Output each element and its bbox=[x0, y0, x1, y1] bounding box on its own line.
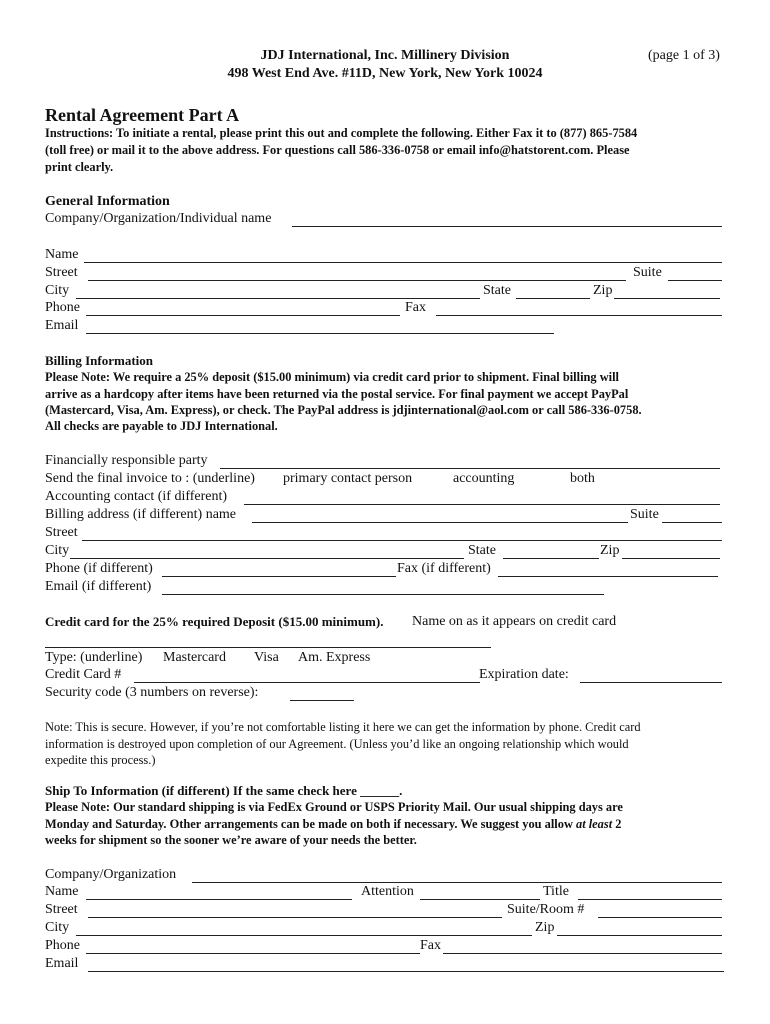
billing-zip-field[interactable] bbox=[622, 558, 720, 559]
ship-city-field[interactable] bbox=[76, 935, 532, 936]
name-field[interactable] bbox=[84, 262, 722, 263]
ship-note-part: 2 bbox=[612, 817, 622, 831]
ship-street-label: Street bbox=[45, 902, 78, 917]
ship-suite-label: Suite/Room # bbox=[507, 902, 585, 917]
send-invoice-label: Send the final invoice to : (underline) bbox=[45, 471, 255, 486]
card-type-label: Type: (underline) bbox=[45, 650, 143, 665]
billing-city-label: City bbox=[45, 543, 70, 558]
ship-name-label: Name bbox=[45, 884, 79, 899]
street-label: Street bbox=[45, 265, 78, 280]
instructions-line: (toll free) or mail it to the above address. For questions call 586-336-0758 or email info@hatstorent.com. Please bbox=[45, 143, 630, 157]
ship-zip-field[interactable] bbox=[557, 935, 722, 936]
street-field[interactable] bbox=[88, 280, 626, 281]
name-label: Name bbox=[45, 247, 79, 262]
phone-field[interactable] bbox=[86, 315, 400, 316]
billing-suite-field[interactable] bbox=[662, 522, 722, 523]
email-label: Email bbox=[45, 318, 79, 333]
billing-street-field[interactable] bbox=[82, 540, 722, 541]
credit-heading: Credit card for the 25% required Deposit ($15.00 minimum). bbox=[45, 614, 384, 629]
credit-note: expedite this process.) bbox=[45, 753, 156, 767]
billing-name-field[interactable] bbox=[252, 522, 628, 523]
billing-note: Please Note: We require a 25% deposit ($15.00 minimum) via credit card prior to shipment. Final billing will bbox=[45, 370, 619, 384]
city-field[interactable] bbox=[76, 298, 480, 299]
company-label: Company/Organization/Individual name bbox=[45, 211, 272, 226]
credit-note: information is destroyed upon completion of our Agreement. (Unless you’d like an ongoing relationship which would bbox=[45, 737, 629, 751]
zip-field[interactable] bbox=[614, 298, 720, 299]
ship-email-field[interactable] bbox=[88, 971, 724, 972]
header-company: JDJ International, Inc. Millinery Division bbox=[260, 48, 510, 63]
header-address: 498 West End Ave. #11D, New York, New York 10024 bbox=[227, 66, 543, 81]
billing-city-field[interactable] bbox=[70, 558, 464, 559]
instructions-line: Instructions: To initiate a rental, please print this out and complete the following. Either Fax it to (877) 865-7584 bbox=[45, 126, 638, 140]
billing-fax-field[interactable] bbox=[498, 576, 718, 577]
page-title: Rental Agreement Part A bbox=[45, 105, 240, 125]
ship-name-field[interactable] bbox=[86, 899, 352, 900]
page-number: (page 1 of 3) bbox=[648, 48, 720, 63]
fax-label: Fax bbox=[405, 300, 426, 315]
ship-note-part: Monday and Saturday. Other arrangements can be made on both if necessary. We suggest you allow bbox=[45, 817, 576, 831]
card-number-label: Credit Card # bbox=[45, 667, 122, 682]
ship-fax-label: Fax bbox=[420, 938, 441, 953]
responsible-label: Financially responsible party bbox=[45, 453, 208, 468]
security-code-label: Security code (3 numbers on reverse): bbox=[45, 685, 259, 700]
ship-fax-field[interactable] bbox=[443, 953, 722, 954]
option-primary-contact[interactable]: primary contact person bbox=[283, 471, 413, 486]
card-name-field[interactable] bbox=[45, 647, 491, 648]
responsible-field[interactable] bbox=[220, 468, 720, 469]
phone-label: Phone bbox=[45, 300, 80, 315]
email-field[interactable] bbox=[86, 333, 554, 334]
billing-email-field[interactable] bbox=[162, 594, 604, 595]
instructions-line: print clearly. bbox=[45, 160, 114, 174]
billing-phone-field[interactable] bbox=[162, 576, 396, 577]
ship-city-label: City bbox=[45, 920, 70, 935]
expiration-field[interactable] bbox=[580, 682, 722, 683]
general-heading: General Information bbox=[45, 194, 170, 209]
option-accounting[interactable]: accounting bbox=[453, 471, 515, 486]
ship-company-label: Company/Organization bbox=[45, 867, 177, 882]
ship-title-field[interactable] bbox=[578, 899, 722, 900]
ship-suite-field[interactable] bbox=[598, 917, 722, 918]
ship-street-field[interactable] bbox=[88, 917, 502, 918]
billing-note: (Mastercard, Visa, Am. Express), or check. The PayPal address is jdjinternational@aol.com or call 586-336-0758. bbox=[45, 403, 642, 417]
fax-field[interactable] bbox=[436, 315, 722, 316]
billing-street-label: Street bbox=[45, 525, 78, 540]
ship-note: weeks for shipment so the sooner we’re aware of your needs the better. bbox=[45, 833, 417, 847]
state-label: State bbox=[483, 283, 511, 298]
company-field[interactable] bbox=[292, 226, 722, 227]
billing-zip-label: Zip bbox=[600, 543, 620, 558]
ship-note: Please Note: Our standard shipping is via FedEx Ground or USPS Priority Mail. Our usual shipping days are bbox=[45, 800, 623, 814]
card-type-visa[interactable]: Visa bbox=[254, 650, 279, 665]
ship-email-label: Email bbox=[45, 956, 79, 971]
expiration-label: Expiration date: bbox=[479, 667, 569, 682]
billing-phone-label: Phone (if different) bbox=[45, 561, 153, 576]
security-code-field[interactable] bbox=[290, 700, 354, 701]
suite-label: Suite bbox=[633, 265, 662, 280]
ship-phone-field[interactable] bbox=[86, 953, 420, 954]
ship-note-emphasis: at least bbox=[576, 817, 613, 831]
billing-note: arrive as a hardcopy after items have been returned via the postal service. For final payment we accept PayPal bbox=[45, 387, 629, 401]
ship-title-label: Title bbox=[543, 884, 569, 899]
ship-attention-label: Attention bbox=[361, 884, 414, 899]
ship-zip-label: Zip bbox=[535, 920, 555, 935]
card-number-field[interactable] bbox=[134, 682, 480, 683]
option-both[interactable]: both bbox=[570, 471, 595, 486]
billing-heading: Billing Information bbox=[45, 353, 153, 368]
billing-state-field[interactable] bbox=[503, 558, 599, 559]
credit-note: Note: This is secure. However, if you’re not comfortable listing it here we can get the information by phone. Credit card bbox=[45, 720, 641, 734]
billing-state-label: State bbox=[468, 543, 496, 558]
accounting-contact-field[interactable] bbox=[244, 504, 720, 505]
suite-field[interactable] bbox=[668, 280, 722, 281]
billing-fax-label: Fax (if different) bbox=[397, 561, 491, 576]
billing-suite-label: Suite bbox=[630, 507, 659, 522]
card-type-mastercard[interactable]: Mastercard bbox=[163, 650, 226, 665]
ship-attention-field[interactable] bbox=[420, 899, 540, 900]
billing-email-label: Email (if different) bbox=[45, 579, 152, 594]
zip-label: Zip bbox=[593, 283, 613, 298]
billing-name-label: Billing address (if different) name bbox=[45, 507, 237, 522]
ship-phone-label: Phone bbox=[45, 938, 80, 953]
card-type-amex[interactable]: Am. Express bbox=[298, 650, 371, 665]
card-name-label: Name on as it appears on credit card bbox=[412, 614, 617, 629]
ship-company-field[interactable] bbox=[192, 882, 722, 883]
ship-heading: Ship To Information (if different) If the same check here ______. bbox=[45, 783, 403, 798]
state-field[interactable] bbox=[516, 298, 590, 299]
accounting-contact-label: Accounting contact (if different) bbox=[45, 489, 228, 504]
billing-note: All checks are payable to JDJ International. bbox=[45, 419, 278, 433]
city-label: City bbox=[45, 283, 70, 298]
ship-note bbox=[45, 817, 621, 832]
